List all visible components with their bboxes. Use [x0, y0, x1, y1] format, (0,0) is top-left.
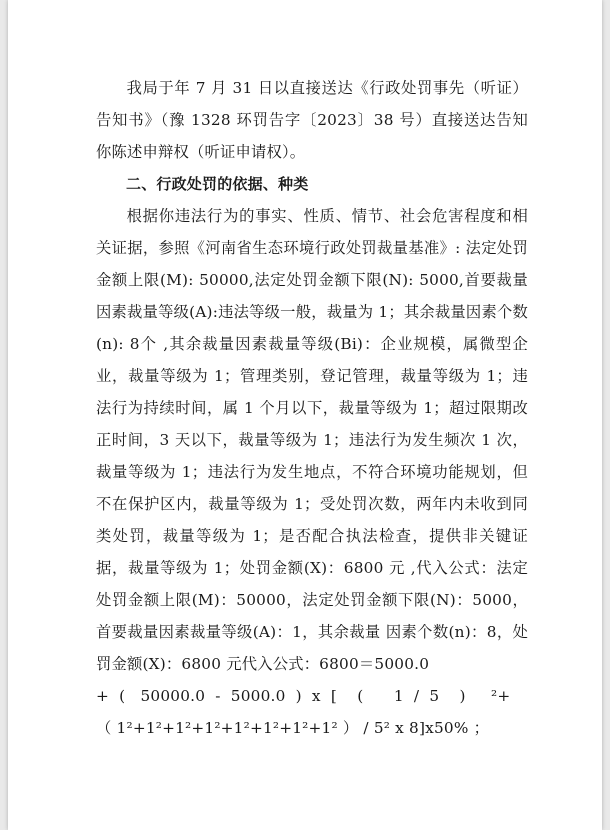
paragraph-basis: 根据你违法行为的事实、性质、情节、社会危害程度和相关证据，参照《河南省生态环境行政处罚裁量基准》: 法定处罚金额上限(M): 50000,法定处罚金额下限(N): 5000,首要裁量因素裁量等级(A):违法等级一般，裁量为 1；其余裁量因素个数(n): 8个 ,其余裁量因素裁量等级(Bi)：企业规模，属微型企业，裁量等级为 1；管理类别，登记管理，裁量等级为 1；违法行为持续时间，属 1 个月以下，裁量等级为 1；超过限期改正时间，3 天以下，裁量等级为 1；违法行为发生频次 1 次，裁量等级为 1；违法行为发生地点，不符合环境功能规划，但不在保护区内，裁量等级为 1；受处罚次数，两年内未收到同类处罚，裁量等级为 1；是否配合执法检查，提供非关键证据，裁量等级为 1；处罚金额(X)：6800 元 ,代入公式：法定处罚金额上限(M)：50000，法定处罚金额下限(N)：5000，首要裁量因素裁量等级(A)：1，其余裁量 因素个数(n)：8，处罚金额(X)：6800 元代入公式：6800＝5000.0: [96, 207, 528, 673]
document-page: [8, 0, 602, 830]
section-heading-basis: 二、行政处罚的依据、种类: [126, 175, 309, 193]
formula-line-1: + ( 50000.0 - 5000.0 ) x [ ( 1 / 5 ) ²+: [96, 687, 511, 705]
document-body: [96, 72, 528, 744]
formula-line-2: （ 1²+1²+1²+1²+1²+1²+1²+1² ） / 5² x 8]x50% ；: [96, 719, 490, 737]
paragraph-notice: 我局于年 7 月 31 日以直接送达《行政处罚事先（听证）告知书》（豫 1328 环罚告字〔2023〕38 号）直接送达告知你陈述申辩权（听证申请权）。: [96, 79, 528, 161]
